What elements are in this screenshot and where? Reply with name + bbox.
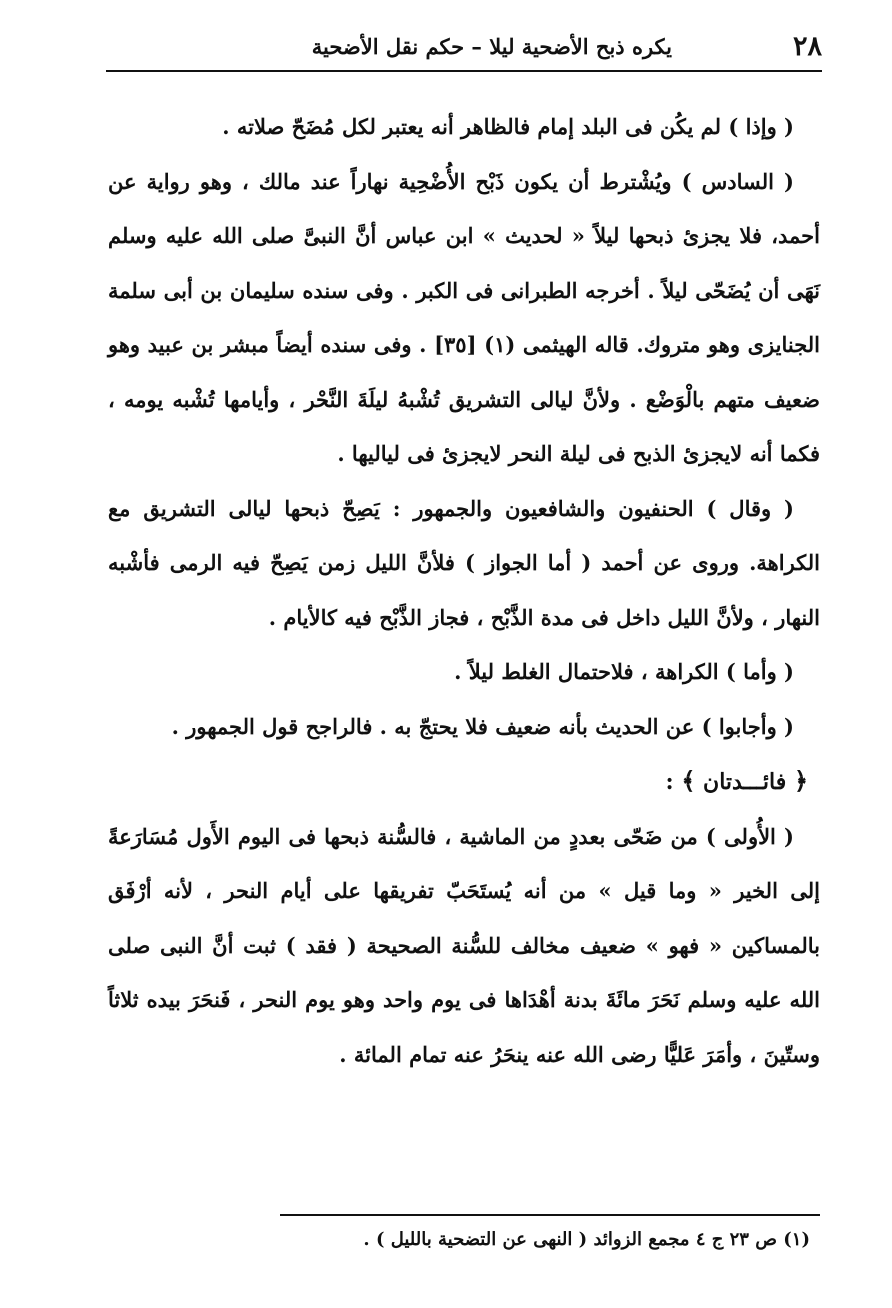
footnote-rule	[280, 1214, 820, 1216]
paragraph-imam: ( وإذا ) لم يكُن فى البلد إمام فالظاهر أنه يعتبر لكل مُضَحّ صلاته .	[222, 114, 794, 139]
heading-open-bracket: ﴿	[793, 766, 808, 795]
section-heading	[108, 754, 820, 810]
paragraph-first-benefit: ( الأُولى ) من ضَحّى بعددٍ من الماشية ، فالسُّنة ذبحها فى اليوم الأَول مُسَارَعةً إلى الخير « وما قيل » من أنه يُستَحَبّ تفريقها على أيام النحر ، لأنه أرْفَق بالمساكين « فهو » ضعيف مخالف للسُّنة الصحيحة ( فقد ) ثبت أنَّ النبى صلى الله عليه وسلم نَحَرَ مائَةَ بدنة أهْدَاها فى يوم واحد وهو يوم النحر ، فَنحَرَ بيده ثلاثاً وستّينَ ، وأمَرَ عَليًّا رضى الله عنه ينحَرُ عنه تمام المائة .	[108, 823, 820, 1067]
paragraph-reply: ( وأجابوا ) عن الحديث بأنه ضعيف فلا يحتجّ به . فالراجح قول الجمهور .	[171, 713, 794, 739]
heading-colon: :	[665, 769, 674, 795]
page-header	[106, 28, 822, 68]
header-rule	[106, 70, 822, 72]
paragraph-majority-view: ( وقال ) الحنفيون والشافعيون والجمهور : يَصِحّ ذبحها ليالى التشريق مع الكراهة. وروى عن أحمد ( أما الجواز ) فلأنَّ الليل زمن يَصِحّ فيه الرمى فأشْبه النهار ، ولأنَّ الليل داخل فى مدة الذَّبْح ، فجاز الذَّبْح فيه كالأيام .	[108, 495, 820, 630]
footnote: (١) ص ٢٣ ج ٤ مجمع الزوائد ( النهى عن التضحية بالليل ) .	[363, 1229, 810, 1250]
body-text	[108, 100, 820, 1082]
paragraph-karaha: ( وأما ) الكراهة ، فلاحتمال الغلط ليلاً .	[454, 659, 794, 684]
running-title: يكره ذبح الأضحية ليلا – حكم نقل الأضحية	[311, 34, 672, 59]
page-number: ٢٨	[792, 31, 822, 62]
heading-close-bracket: ﴾	[681, 766, 696, 795]
heading-title: فائـــدتان	[703, 769, 787, 795]
paragraph-sixth-condition: ( السادس ) ويُشْترط أن يكون ذَبْح الأُضْحِية نهاراً عند مالك ، وهو رواية عن أحمد، فلا يجزئ ذبحها ليلاً « لحديث » ابن عباس أنَّ النبىَّ صلى الله عليه وسلم نَهَى أن يُضَحّى ليلاً . أخرجه الطبرانى فى الكبر . وفى سنده سليمان بن أبى سلمة الجنايزى وهو متروك. قاله الهيثمى (١) [٣٥] . وفى سنده أيضاً مبشر بن عبيد وهو ضعيف متهم بالْوَضْع . ولأنَّ ليالى التشريق تُشْبهُ ليلَةَ النَّحْر ، وأيامها تُشْبه يومه ، فكما أنه لايجزئ الذبح فى ليلة النحر لايجزئ فى لياليها .	[108, 168, 820, 466]
